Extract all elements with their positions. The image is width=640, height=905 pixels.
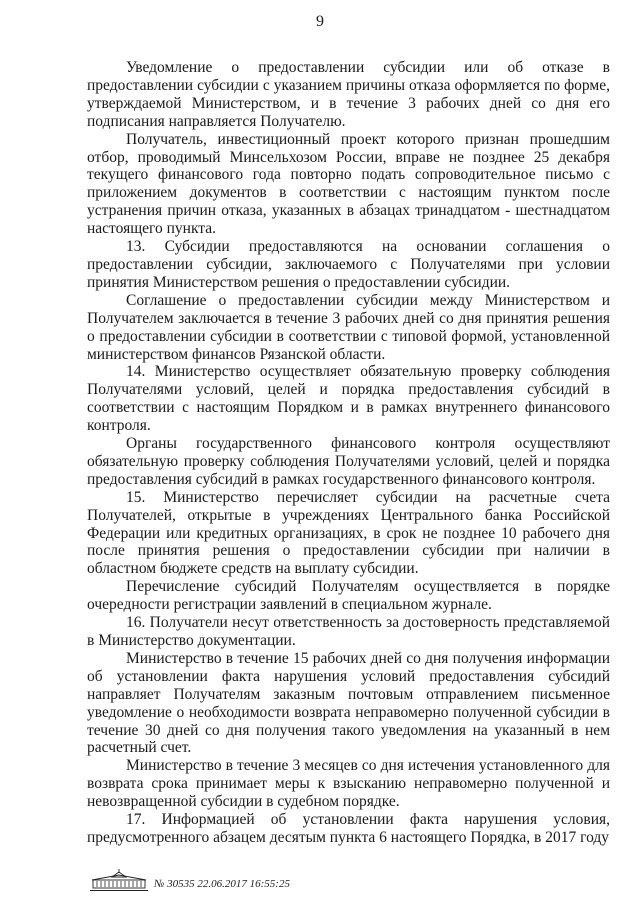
paragraph: 17. Информацией об установлении факта нарушения условия, предусмотренного абзацем десятым пункта 6 настоящего Порядка, в 2017 году — [87, 811, 610, 846]
paragraph: Уведомление о предоставлении субсидии или об отказе в предоставлении субсидии с указанием причины отказа оформляется по форме, утверждаемой Министерством, и в течение 3 рабочих дней со дня его подписания направляется Получателю. — [87, 59, 610, 130]
paragraph: Соглашение о предоставлении субсидии между Министерством и Получателем заключается в течение 3 рабочих дней со дня принятия решения о предоставлении субсидии в соответствии с типовой формой, установленной министерством финансов Рязанской области. — [87, 291, 610, 363]
paragraph: 16. Получатели несут ответственность за достоверность представляемой в Министерство документации. — [87, 614, 610, 649]
paragraph: Министерство в течение 15 рабочих дней со дня получения информации об установлении факта нарушения условий предоставления субсидий направляет Получателям заказным почтовым отправлением письменное уведомление о необходимости возврата неправомерно полученной субсидии в течение 30 дней со дня получения такого уведомления на указанный в нем расчетный счет. — [87, 649, 610, 757]
building-logo-icon — [88, 868, 150, 892]
paragraph: Министерство в течение 3 месяцев со дня истечения установленного для возврата срока принимает меры к взысканию неправомерно полученной и невозвращенной субсидии в судебном порядке. — [87, 757, 610, 811]
registration-stamp: № 30535 22.06.2017 16:55:25 — [154, 878, 290, 890]
paragraph: Органы государственного финансового контроля осуществляют обязательную проверку соблюдения Получателями условий, целей и порядка предоставления субсидий в рамках государственного финансового контроля. — [87, 435, 610, 488]
page-number: 9 — [316, 13, 324, 30]
paragraph: 15. Министерство перечисляет субсидии на расчетные счета Получателей, открытые в учреждениях Центрального банка Российской Федерации или кредитных организациях, в срок не позднее 10 рабочего дня после принятия решения о предоставлении субсидии при наличии в областном бюджете средств на выплату субсидии. — [87, 488, 610, 578]
document-body — [87, 59, 610, 847]
paragraph: 14. Министерство осуществляет обязательную проверку соблюдения Получателями условий, целей и порядка предоставления субсидий в соответствии с настоящим Порядком и в рамках внутреннего финансового контроля. — [87, 363, 610, 435]
paragraph: 13. Субсидии предоставляются на основании соглашения о предоставлении субсидии, заключаемого с Получателями при условии принятия Министерством решения о предоставлении субсидии. — [87, 238, 610, 291]
paragraph: Перечисление субсидий Получателям осуществляется в порядке очередности регистрации заявлений в специальном журнале. — [87, 578, 610, 614]
footer — [88, 866, 290, 892]
paragraph: Получатель, инвестиционный проект которого признан прошедшим отбор, проводимый Минсельхозом России, вправе не позднее 25 декабря текущего финансового года повторно подать сопроводительное письмо с приложением документов в соответствии с настоящим пунктом после устранения причин отказа, указанных в абзацах тринадцатом - шестнадцатом настоящего пункта. — [87, 130, 610, 238]
